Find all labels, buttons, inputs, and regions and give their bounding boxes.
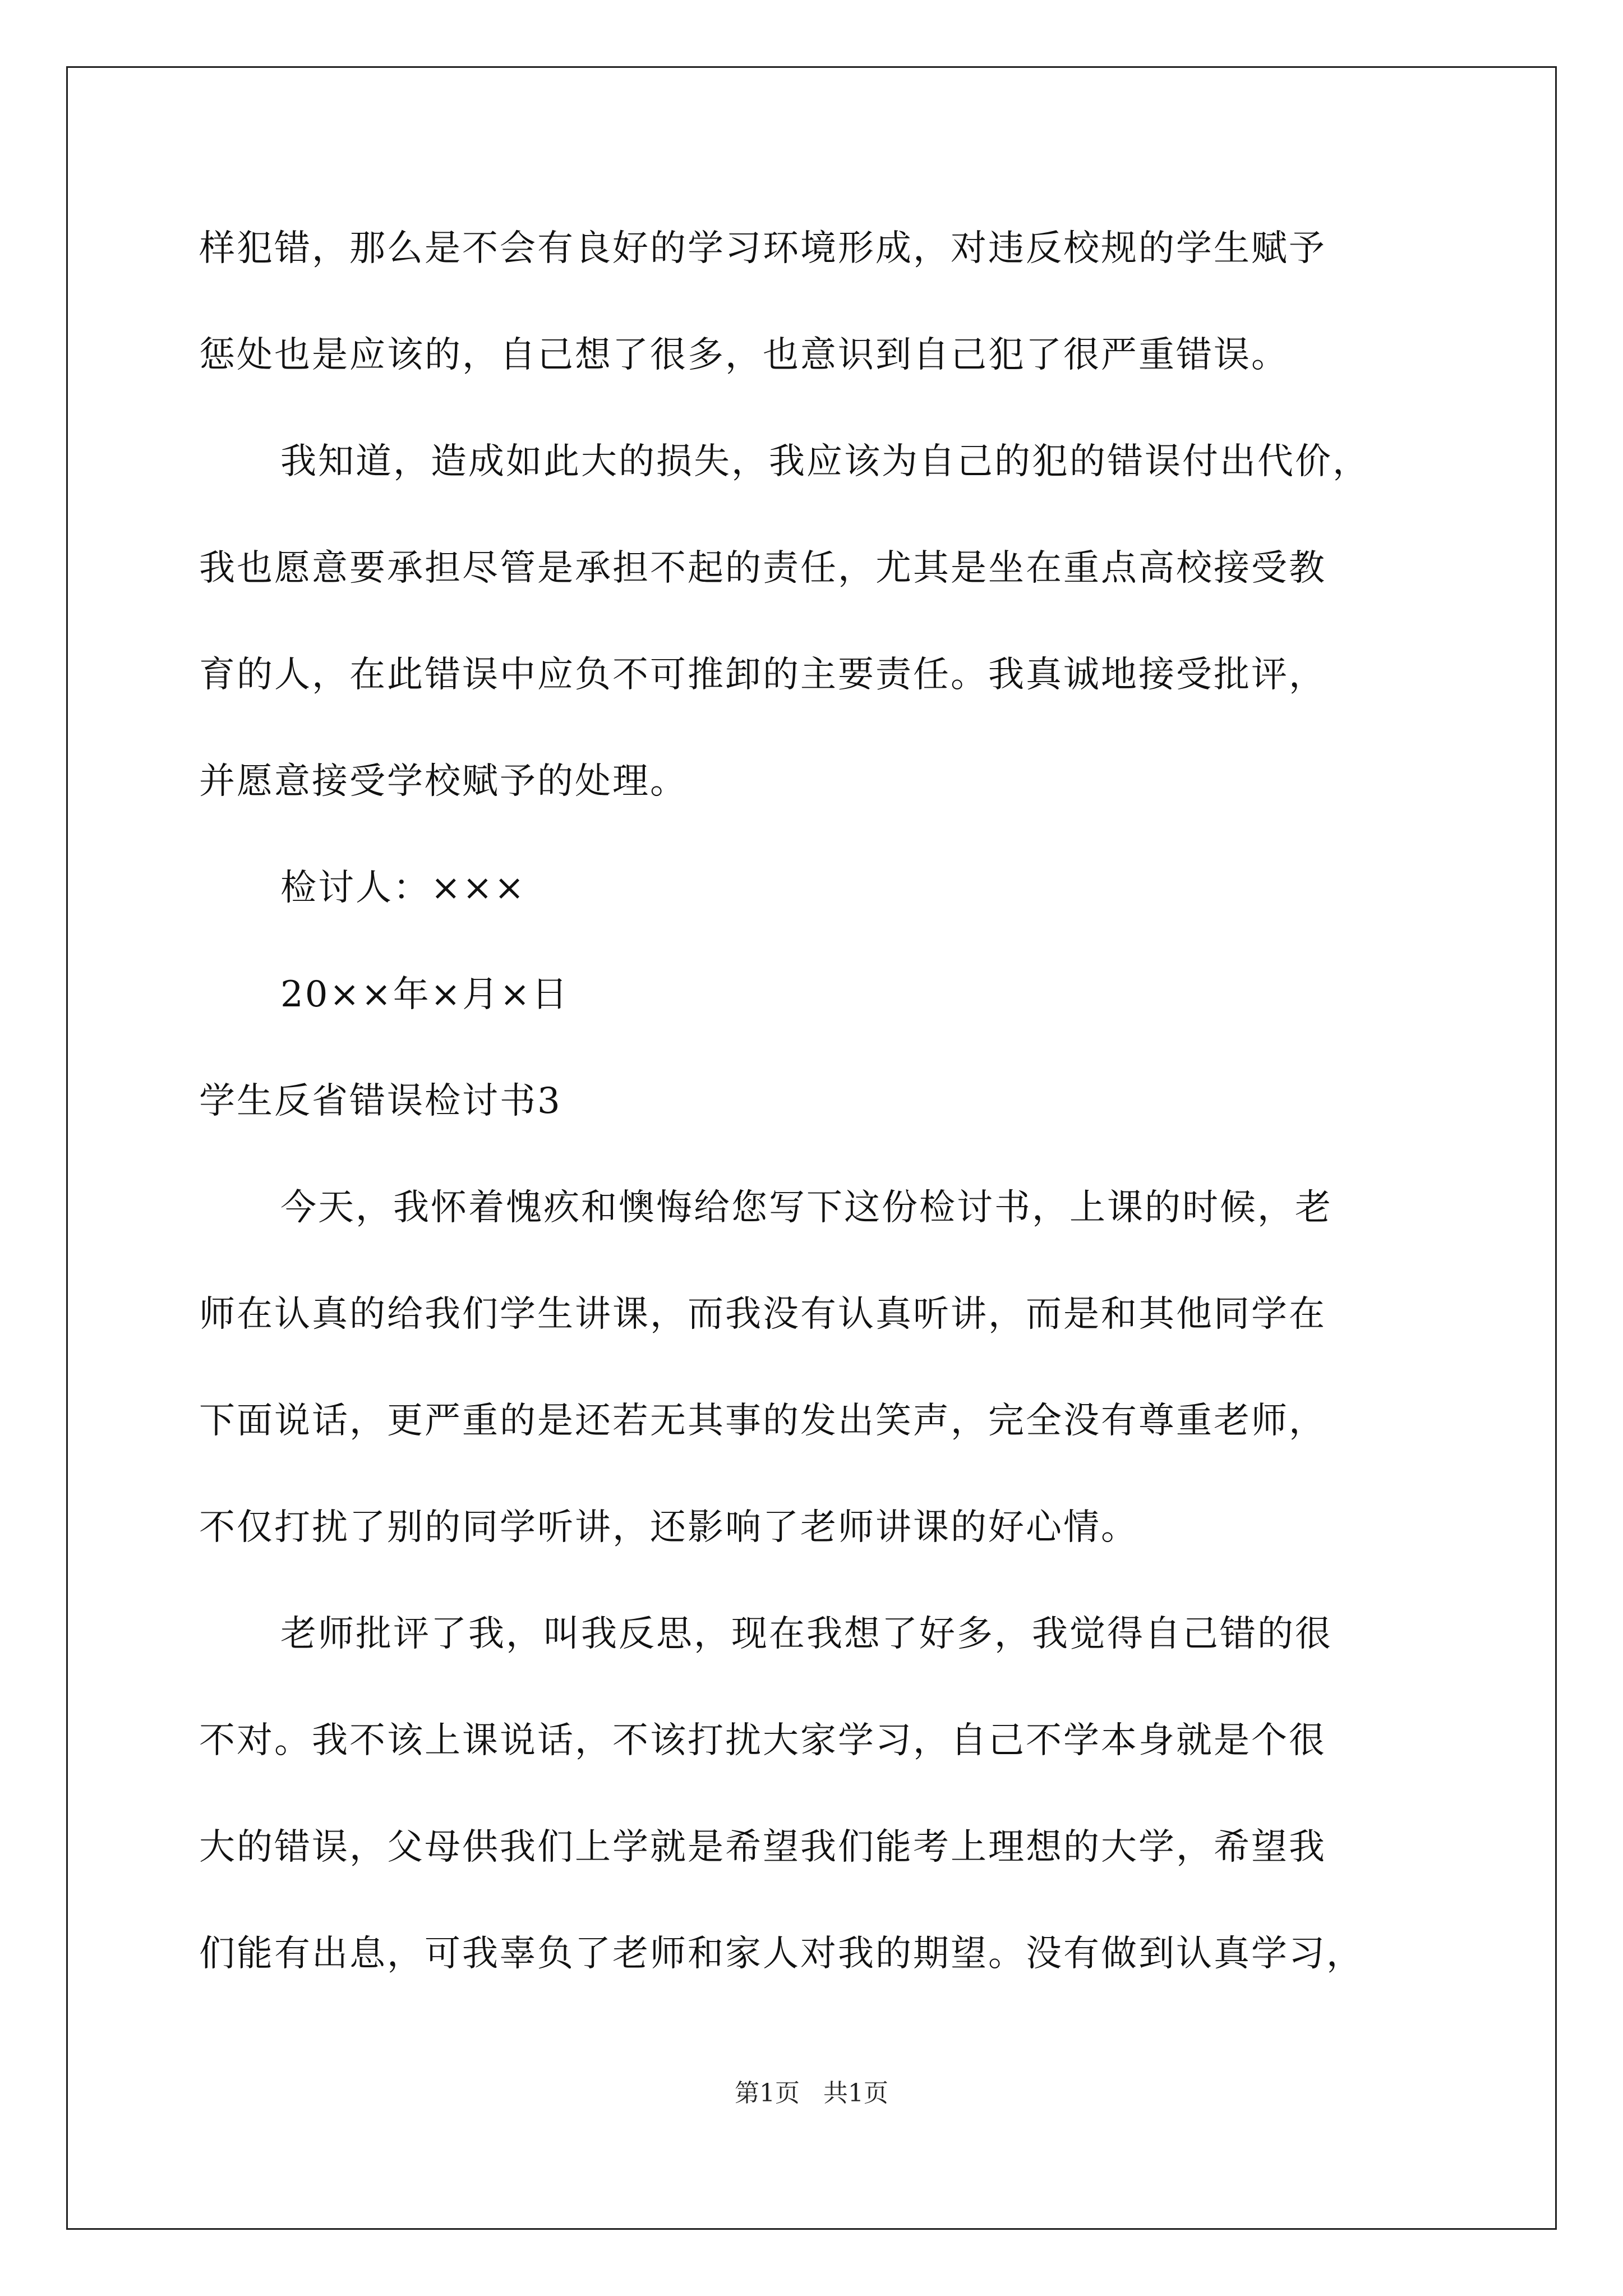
date-line: 20××年×月×日 <box>280 974 569 1015</box>
body-line: 不对。我不该上课说话，不该打扰大家学习，自己不学本身就是个很 <box>199 1720 1326 1761</box>
paragraph-first-line: 老师批评了我，叫我反思，现在我想了好多，我觉得自己错的很 <box>280 1613 1332 1655</box>
section-title: 学生反省错误检讨书3 <box>199 1080 562 1122</box>
body-line: 大的错误，父母供我们上学就是希望我们能考上理想的大学，希望我 <box>199 1826 1326 1868</box>
body-line: 我也愿意要承担尽管是承担不起的责任，尤其是坐在重点高校接受教 <box>199 547 1326 589</box>
body-line: 育的人，在此错误中应负不可推卸的主要责任。我真诚地接受批评， <box>199 654 1326 696</box>
signature-line: 检讨人：××× <box>280 867 526 909</box>
page-footer: 第1页 共1页 <box>735 2079 888 2108</box>
body-line: 下面说话，更严重的是还若无其事的发出笑声，完全没有尊重老师， <box>199 1400 1326 1442</box>
page-border <box>66 66 1557 2230</box>
body-line: 师在认真的给我们学生讲课，而我没有认真听讲，而是和其他同学在 <box>199 1294 1326 1335</box>
paragraph-first-line: 我知道，造成如此大的损失，我应该为自己的犯的错误付出代价， <box>280 441 1370 482</box>
body-line: 并愿意接受学校赋予的处理。 <box>199 761 688 802</box>
paragraph-first-line: 今天，我怀着愧疚和懊悔给您写下这份检讨书，上课的时候，老 <box>280 1187 1332 1228</box>
body-line: 样犯错，那么是不会有良好的学习环境形成，对违反校规的学生赋予 <box>199 228 1326 269</box>
body-line: 不仅打扰了别的同学听讲，还影响了老师讲课的好心情。 <box>199 1507 1138 1548</box>
body-line: 惩处也是应该的，自己想了很多，也意识到自己犯了很严重错误。 <box>199 334 1289 376</box>
body-line: 们能有出息，可我辜负了老师和家人对我的期望。没有做到认真学习， <box>199 1933 1364 1975</box>
